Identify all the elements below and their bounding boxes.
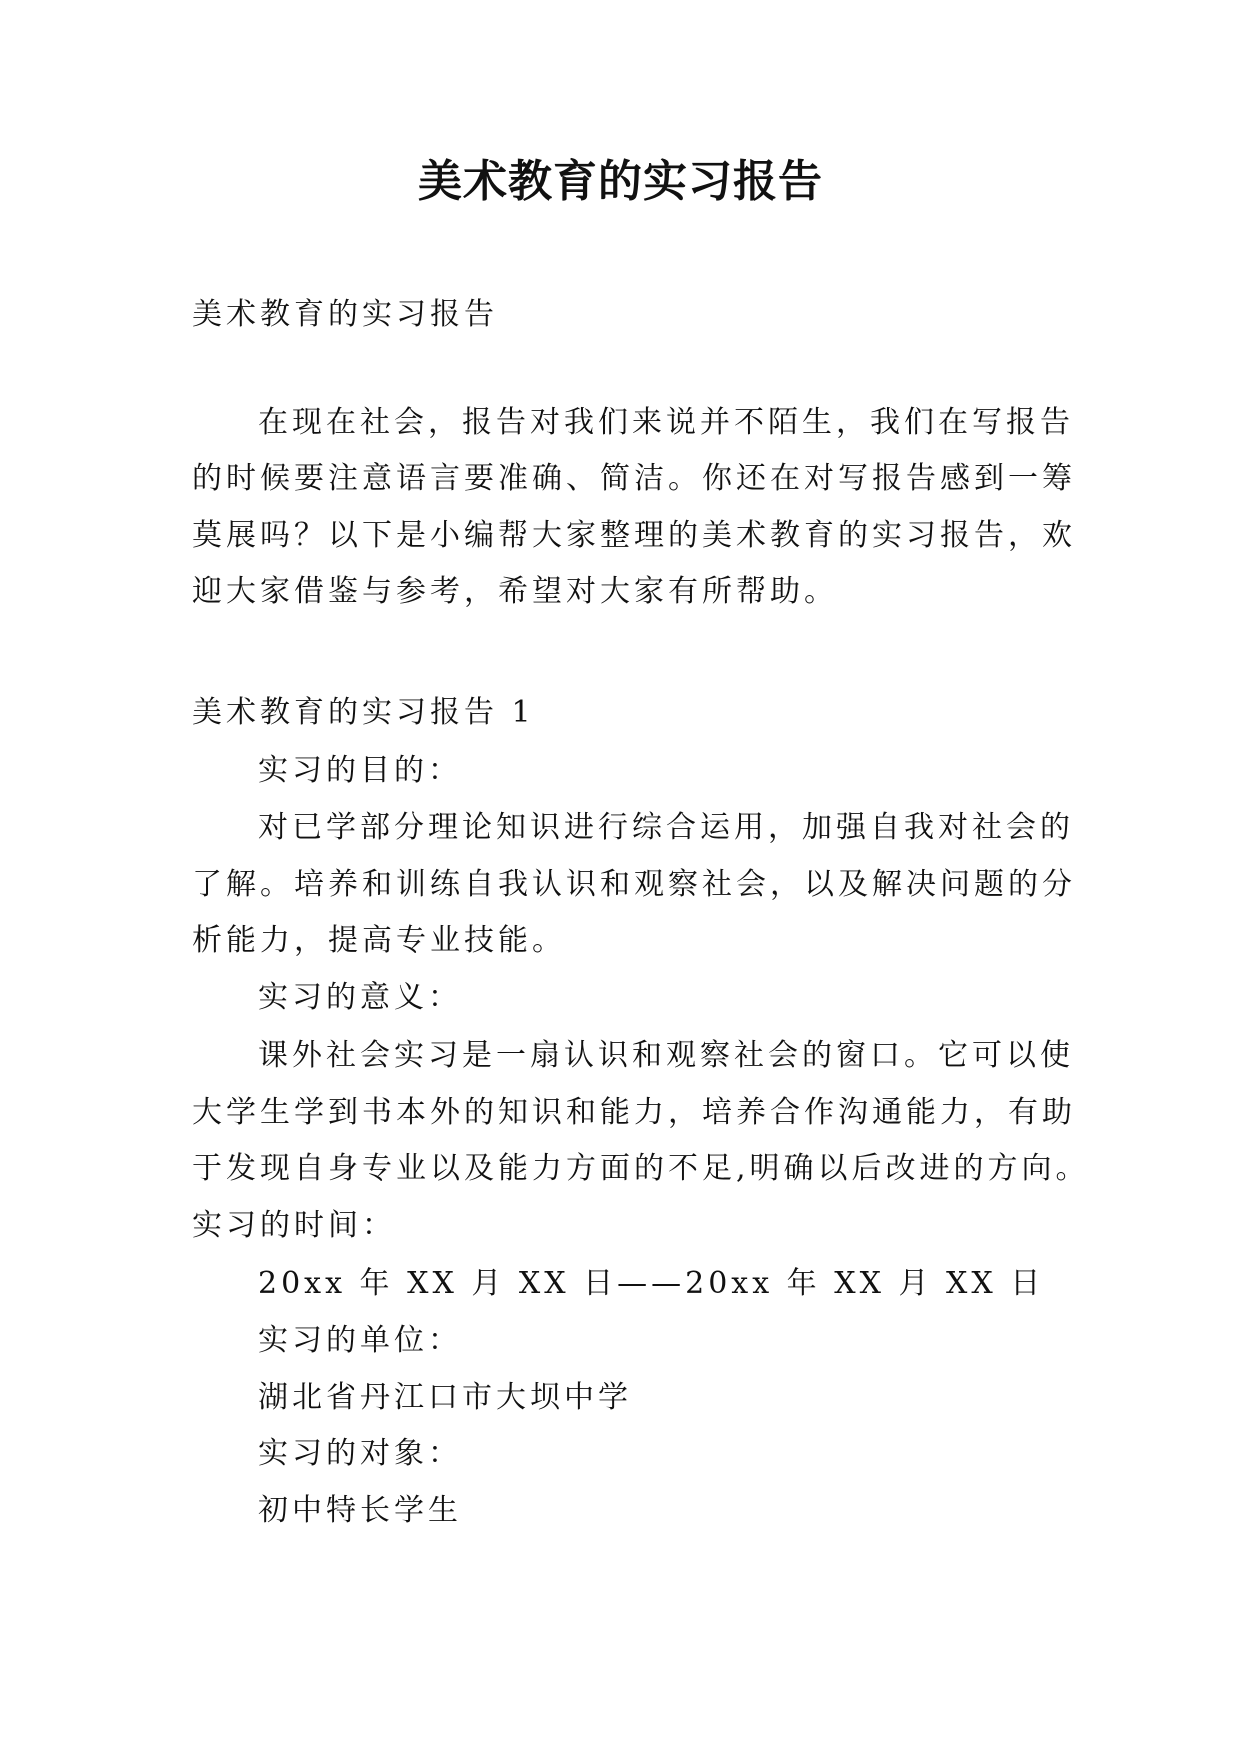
purpose-label: 实习的目的：: [258, 753, 462, 788]
intro-paragraph-line: 在现在社会，报告对我们来说并不陌生，我们在写报告: [258, 405, 1074, 440]
intro-paragraph-line: 迎大家借鉴与参考，希望对大家有所帮助。: [192, 574, 838, 609]
target-label: 实习的对象：: [258, 1436, 462, 1471]
unit-label: 实习的单位：: [258, 1323, 462, 1358]
section-heading: 美术教育的实习报告 1: [192, 695, 535, 730]
document-title: 美术教育的实习报告: [418, 156, 823, 207]
target-value: 初中特长学生: [258, 1493, 462, 1528]
intro-paragraph-line: 的时候要注意语言要准确、简洁。你还在对写报告感到一筹: [192, 461, 1076, 496]
purpose-paragraph-line: 对已学部分理论知识进行综合运用，加强自我对社会的: [258, 810, 1074, 845]
time-label: 实习的时间：: [192, 1208, 396, 1243]
intro-paragraph-line: 莫展吗？以下是小编帮大家整理的美术教育的实习报告，欢: [192, 518, 1076, 553]
unit-value: 湖北省丹江口市大坝中学: [258, 1380, 632, 1415]
meaning-paragraph-line: 大学生学到书本外的知识和能力，培养合作沟通能力，有助: [192, 1095, 1076, 1130]
purpose-paragraph-line: 了解。培养和训练自我认识和观察社会，以及解决问题的分: [192, 867, 1076, 902]
purpose-paragraph-line: 析能力，提高专业技能。: [192, 923, 566, 958]
meaning-paragraph-line: 于发现自身专业以及能力方面的不足,明确以后改进的方向。: [192, 1151, 1090, 1186]
meaning-paragraph-line: 课外社会实习是一扇认识和观察社会的窗口。它可以使: [258, 1038, 1074, 1073]
meaning-label: 实习的意义：: [258, 980, 462, 1015]
document-subtitle: 美术教育的实习报告: [192, 297, 498, 332]
time-value: 20xx 年 XX 月 XX 日——20xx 年 XX 月 XX 日: [258, 1266, 1045, 1301]
